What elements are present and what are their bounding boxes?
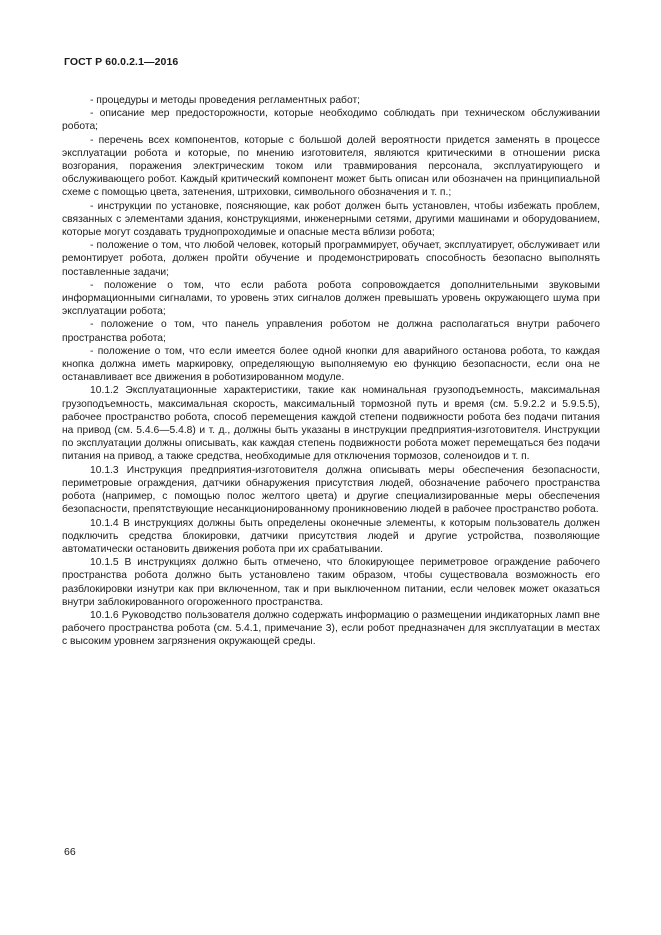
paragraph: - положение о том, что если работа робота сопровождается дополнительными звуковыми информационными сигналами, то уровень этих сигналов должен превышать уровень окружающего шума при эксплуатации робота; [62,279,600,318]
paragraph: - положение о том, что панель управления роботом не должна располагаться внутри рабочего пространства робота; [62,319,600,344]
paragraph: - описание мер предосторожности, которые необходимо соблюдать при техническом обслуживании робота; [62,108,600,133]
paragraph: - перечень всех компонентов, которые с большой долей вероятности придется заменять в процессе эксплуатации робота и которые, по мнению изготовителя, являются критическими в отношении риска возгорания, поражения электрическим током или травмирования персонала, эксплуатирующего и обслуживающего робот. Каждый критический компонент может быть описан или обозначен на принципиальной схеме с помощью цвета, затенения, штриховки, символьного обозначения и т. п.; [62,134,600,199]
paragraph: - процедуры и методы проведения регламентных работ; [90,95,361,106]
document-header: ГОСТ Р 60.0.2.1—2016 [64,56,179,68]
paragraph: - положение о том, что любой человек, который программирует, обучает, эксплуатирует, обслуживает или ремонтирует робота, должен пройти обучение и продемонстрировать способность безопасно выполнять поставленные задачи; [62,240,600,278]
paragraph: - положение о том, что если имеется более одной кнопки для аварийного останова робота, то каждая кнопка должна иметь маркировку, определяющую выполняемую ею функцию безопасности, если она не останавливает все движения в роботизированном модуле. [62,345,600,384]
paragraph: - инструкции по установке, поясняющие, как робот должен быть установлен, чтобы избежать проблем, связанных с элементами здания, конструкциями, инженерными сетями, другими машинами и оборудованием, которые могут создавать труднопроходимые и опасные места вблизи робота; [62,200,600,239]
paragraph: 10.1.3 Инструкция предприятия-изготовителя должна описывать меры обеспечения безопасности, периметровые ограждения, датчики обнаружения присутствия людей, обозначение рабочего пространства робота (например, с помощью полос желтого цвета) и другие специализированные меры обеспечения безопасности, препятствующие несанкционированному проникновению людей в рабочее пространство робота. [62,464,600,516]
paragraph: 10.1.4 В инструкциях должны быть определены оконечные элементы, к которым пользователь должен подключить средства блокировки, датчики присутствия людей и другие устройства, позволяющие автоматически остановить движения робота при их срабатывании. [62,517,600,555]
paragraph: 10.1.6 Руководство пользователя должно содержать информацию о размещении индикаторных ламп вне рабочего пространства робота (см. 5.4.1, примечание 3), если робот предназначен для эксплуатации в местах с высоким уровнем загрязнения окружающей среды. [62,609,600,648]
paragraph: 10.1.5 В инструкциях должно быть отмечено, что блокирующее периметровое ограждение рабочего пространства робота должно быть установлено таким образом, чтобы существовала возможность его разблокировки изнутри как при включенном, так и при выключенном питании, если человек может оказаться внутри заблокированного огороженного пространства. [62,557,600,608]
document-body [62,94,600,649]
page-number: 66 [64,846,76,858]
paragraph: 10.1.2 Эксплуатационные характеристики, такие как номинальная грузоподъемность, максимальная грузоподъемность, максимальная скорость, максимальный тормозной путь и время (см. 5.9.2.2 и 5.9.5.5), рабочее пространство робота, способ перемещения каждой степени подвижности робота без подачи питания на привод (см. 5.4.6—5.4.8) и т. д., должны быть указаны в инструкции предприятия-изготовителя. Инструкции по эксплуатации должны описывать, как каждая степень подвижности робота может перемещаться без подачи питания на привод, а также средства, необходимые для отключения тормозов, соленоидов и т. п. [62,385,600,463]
